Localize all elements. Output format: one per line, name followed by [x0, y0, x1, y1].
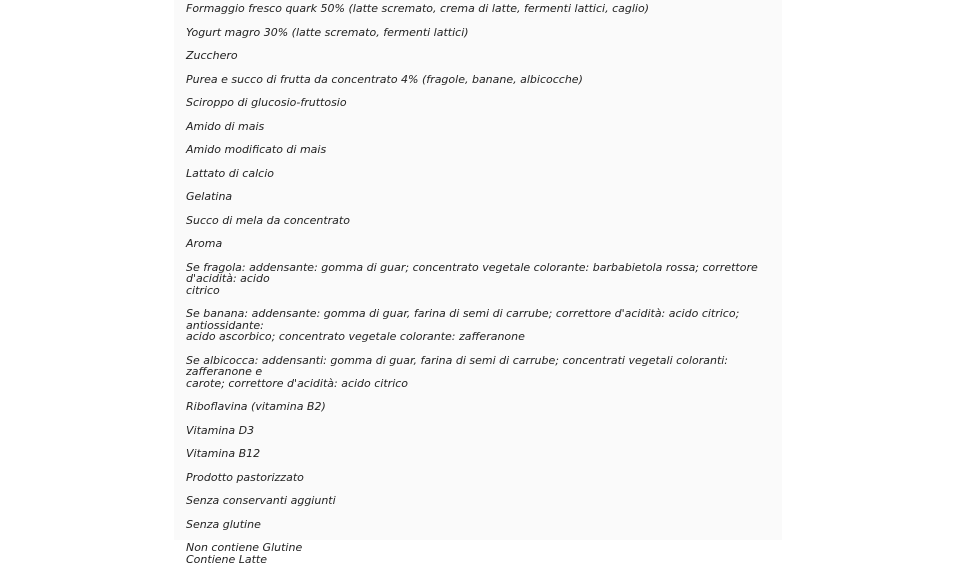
list-item: Vitamina D3 [186, 423, 255, 437]
list-item: Vitamina B12 [186, 447, 261, 460]
list-item: Prodotto pastorizzato [186, 470, 304, 484]
ingredients-list [186, 3, 776, 577]
list-item: Se albicocca: addensanti: gomma di guar, farina di semi di carrube; concentrati vegetali coloranti: zafferanone e carote; correttore d'acidità: acido citrico [186, 353, 729, 390]
list-item: Senza conservanti aggiunti [186, 494, 336, 507]
list-item: Aroma [186, 237, 223, 250]
list-item: Riboflavina (vitamina B2) [186, 400, 326, 413]
ingredients-panel [174, 0, 782, 566]
list-item: Amido modificato di mais [186, 143, 327, 156]
list-item: Se banana: addensante: gomma di guar, farina di semi di carrube; correttore d'acidità: acido citrico; antiossidante: acido ascorbico; concentrato vegetale colorante: zafferanone [186, 307, 740, 343]
list-item: Se fragola: addensante: gomma di guar; concentrato vegetale colorante: barbabietola rossa; correttore d'acidità: acido citrico [186, 260, 758, 297]
list-item: Formaggio fresco quark 50% (latte scremato, crema di latte, fermenti lattici, caglio) [186, 2, 649, 15]
list-item: Non contiene Glutine Contiene Latte [186, 541, 303, 566]
list-item: Amido di mais [186, 119, 265, 133]
list-item: Zucchero [186, 49, 238, 62]
list-item: Succo di mela da concentrato [186, 213, 350, 227]
list-item: Yogurt magro 30% (latte scremato, fermenti lattici) [186, 25, 469, 39]
list-item: Gelatina [186, 190, 233, 203]
list-item: Sciroppo di glucosio-fruttosio [186, 96, 347, 109]
list-item: Senza glutine [186, 517, 261, 531]
list-item: Purea e succo di frutta da concentrato 4% (fragole, banane, albicocche) [186, 72, 583, 86]
list-item: Lattato di calcio [186, 166, 274, 180]
